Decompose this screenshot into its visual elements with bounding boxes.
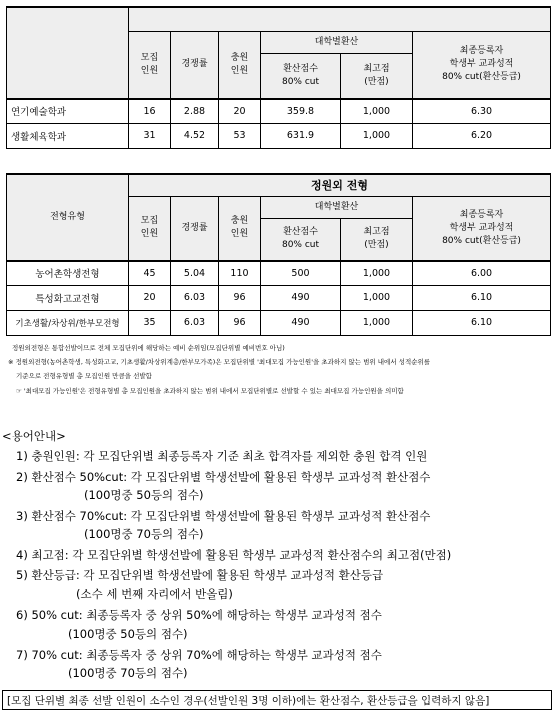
table2-header-quota: 모집 인원 [129, 196, 171, 261]
table1-header-univ: 대학별환산 [261, 31, 413, 53]
table1-row2-name: 생활체육학과 [7, 123, 129, 148]
table1-row1-ratio: 2.88 [171, 99, 219, 123]
table1-header-quota: 모집 인원 [129, 31, 171, 99]
guide-item-7-sub: (100명중 70등의 점수) [68, 666, 188, 680]
table2-header-univ: 대학별환산 [261, 196, 413, 218]
table1-header-extra: 충원 인원 [219, 31, 261, 99]
table2-row2-name: 특성화고교전형 [7, 285, 129, 310]
table1-row2-final: 6.20 [413, 123, 551, 148]
table2-row2-ratio: 6.03 [171, 285, 219, 310]
table2-row1-score: 500 [261, 261, 341, 285]
table1-row1-name: 연기예술학과 [7, 99, 129, 123]
table2-header-final: 최종등록자 학생부 교과성적 80% cut(환산등급) [413, 196, 551, 261]
table1-top-band [129, 7, 551, 31]
guide-item-2: 2) 환산점수 50%cut: 각 모집단위별 학생선발에 활용된 학생부 교과성적 환산점수 [16, 470, 431, 484]
guide-item-6: 6) 50% cut: 최종등록자 중 상위 50%에 해당하는 학생부 교과성적 점수 [16, 608, 382, 622]
table-regular [6, 6, 551, 149]
table1-row1-final: 6.30 [413, 99, 551, 123]
guide-item-5: 5) 환산등급: 각 모집단위별 학생선발에 활용된 학생부 교과성적 환산등급 [16, 568, 384, 582]
table2-row3-ratio: 6.03 [171, 310, 219, 335]
table2-row1-quota: 45 [129, 261, 171, 285]
table2-header-max: 최고점 (만점) [341, 218, 413, 261]
table2-header-type: 전형유형 [7, 174, 129, 261]
guide-item-7: 7) 70% cut: 최종등록자 중 상위 70%에 해당하는 학생부 교과성적 점수 [16, 648, 382, 662]
table2-header-ratio: 경쟁률 [171, 196, 219, 261]
table2-row2-max: 1,000 [341, 285, 413, 310]
footer-notice: [모집 단위별 최종 선발 인원이 소수인 경우(선발인원 3명 이하)에는 환산점수, 환산등급을 입력하지 않음] [2, 690, 552, 710]
table2-row2-quota: 20 [129, 285, 171, 310]
table2-row2-extra: 96 [219, 285, 261, 310]
table2-row1-max: 1,000 [341, 261, 413, 285]
guide-item-1: 1) 충원인원: 각 모집단위별 최종등록자 기준 최초 합격자를 제외한 충원 합격 인원 [16, 449, 428, 463]
guide-title: <용어안내> [2, 429, 66, 443]
table2-row2-final: 6.10 [413, 285, 551, 310]
table1-header-final: 최종등록자 학생부 교과성적 80% cut(환산등급) [413, 31, 551, 99]
note-4: ☞ '최대모집 가능인원'은 전형유형별 총 모집인원을 초과하지 않는 범위 내에서 모집단위별로 선발할 수 있는 최대모집 가능인원을 의미함 [16, 387, 404, 395]
table2-header-extra: 충원 인원 [219, 196, 261, 261]
guide-item-3: 3) 환산점수 70%cut: 각 모집단위별 학생선발에 활용된 학생부 교과성적 환산점수 [16, 509, 431, 523]
table2-row3-quota: 35 [129, 310, 171, 335]
table2-row3-extra: 96 [219, 310, 261, 335]
note-3: 기준으로 전형유형별 총 모집인원 만큼을 선발함 [16, 372, 152, 380]
guide-item-2-sub: (100명중 50등의 점수) [84, 488, 204, 502]
guide-item-6-sub: (100명중 50등의 점수) [68, 627, 188, 641]
table2-row1-name: 농어촌학생전형 [7, 261, 129, 285]
table1-row2-quota: 31 [129, 123, 171, 148]
table2-row3-name: 기초생활/차상위/한부모전형 [7, 310, 129, 335]
table2-title: 정원외 전형 [129, 174, 551, 196]
table2-row3-score: 490 [261, 310, 341, 335]
table1-header-ratio: 경쟁률 [171, 31, 219, 99]
table2-row1-extra: 110 [219, 261, 261, 285]
table1-row2-max: 1,000 [341, 123, 413, 148]
table1-row1-quota: 16 [129, 99, 171, 123]
table1-row1-extra: 20 [219, 99, 261, 123]
guide-item-5-sub: (소수 세 번째 자리에서 반올림) [76, 587, 233, 601]
table2-row1-ratio: 5.04 [171, 261, 219, 285]
table2-row3-final: 6.10 [413, 310, 551, 335]
table2-row3-max: 1,000 [341, 310, 413, 335]
table1-row2-ratio: 4.52 [171, 123, 219, 148]
table1-corner [7, 7, 129, 99]
table-extra-quota [6, 173, 551, 336]
guide-item-4: 4) 최고점: 각 모집단위별 학생선발에 활용된 학생부 교과성적 환산점수의 최고점(만점) [16, 548, 452, 562]
table1-header-score80: 환산점수 80% cut [261, 53, 341, 99]
guide-item-3-sub: (100명중 70등의 점수) [84, 527, 204, 541]
table2-row2-score: 490 [261, 285, 341, 310]
table2-row1-final: 6.00 [413, 261, 551, 285]
table2-header-score80: 환산점수 80% cut [261, 218, 341, 261]
table1-row2-score: 631.9 [261, 123, 341, 148]
table1-row1-score: 359.8 [261, 99, 341, 123]
table1-row1-max: 1,000 [341, 99, 413, 123]
table1-header-max: 최고점 (만점) [341, 53, 413, 99]
table1-row2-extra: 53 [219, 123, 261, 148]
note-1: 정원외전형은 통합선발이므로 전체 모집단위에 해당하는 예비 순위임(모집단위별 예비번호 아님) [12, 344, 285, 352]
note-2: ※ 정원외전형(농어촌학생, 특성화고교, 기초생활/차상위계층/한부모가족)은 모집단위별 '최대모집 가능인원'을 초과하지 않는 범위 내에서 성적순위를 [8, 358, 431, 366]
